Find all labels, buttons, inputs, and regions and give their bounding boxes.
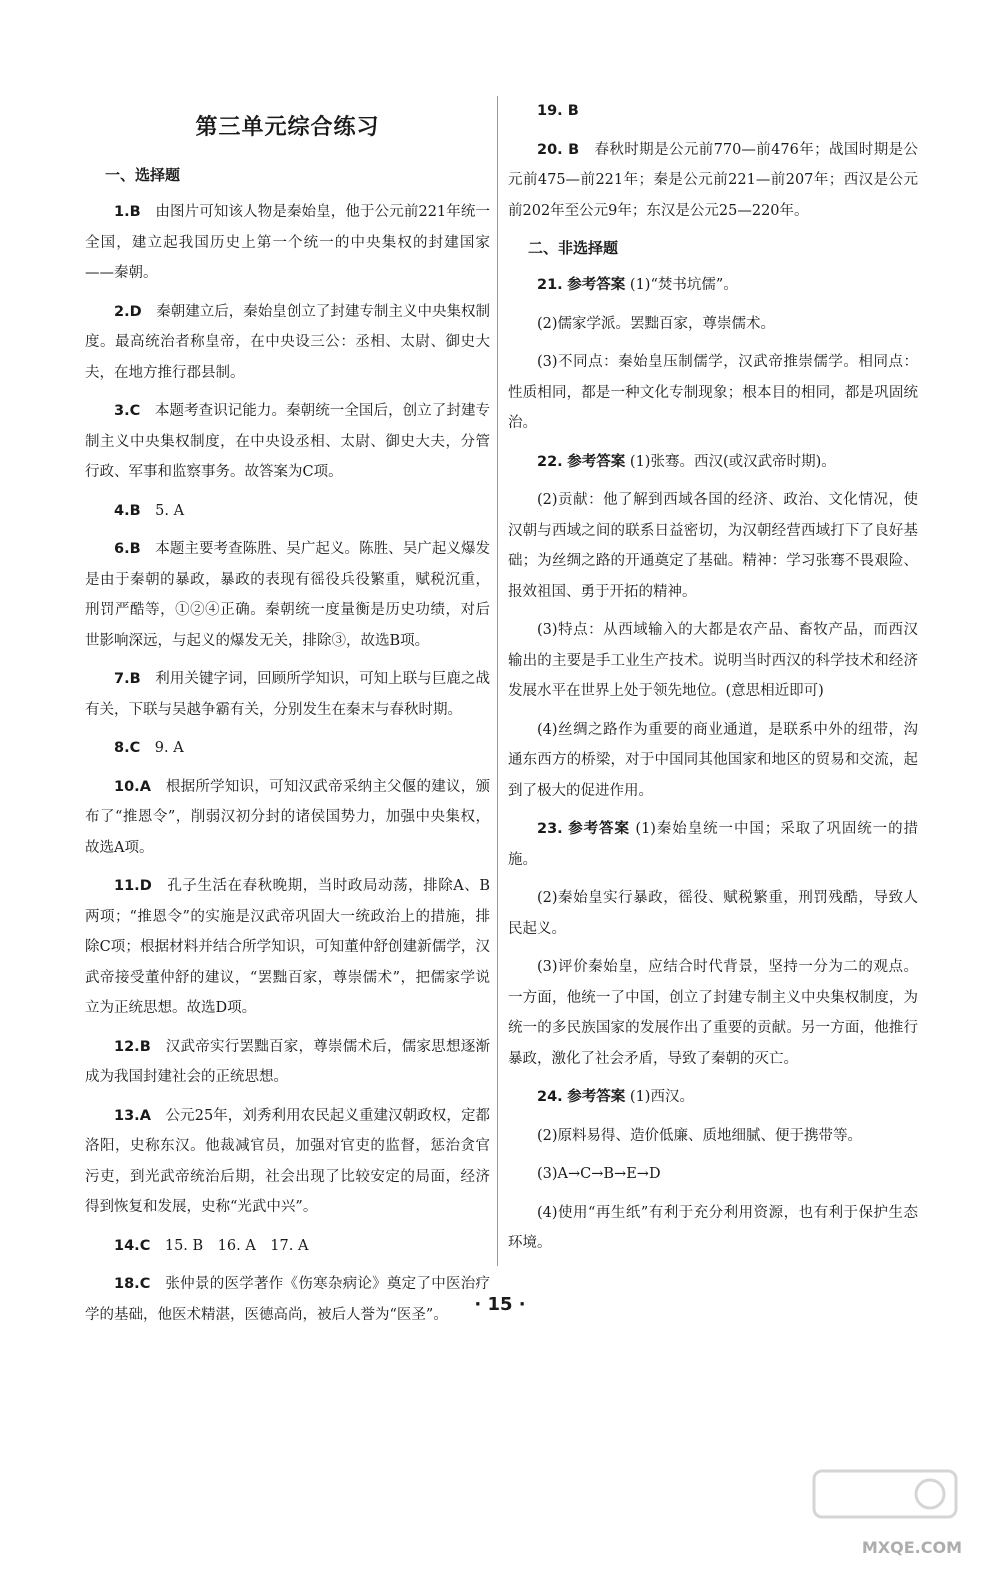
answer-explanation: 利用关键字词，回顾所学知识，可知上联与巨鹿之战有关，下联与吴越争霸有关，分别发生在秦末与春秋时期。: [85, 671, 491, 718]
watermark-text: MXQE.COM: [861, 1538, 962, 1557]
answer-letter: C: [129, 403, 141, 419]
answer-number: 12.: [114, 1038, 140, 1055]
answer-explanation: 秦朝建立后，秦始皇创立了封建专制主义中央集权制度。最高统治者称皇帝，在中央设三公：丞相、太尉、御史大夫，在地方推行郡县制。: [85, 303, 491, 381]
answer-letter: D: [129, 303, 142, 320]
answer-letter: C: [139, 1276, 151, 1292]
answer-20: 20. B 春秋时期是公元前770—前476年；战国时期是公元前475—前221年；秦是公元前221—前207年；西汉是公元前202年至公元9年；东汉是公元25—220年。: [508, 141, 918, 219]
answer-24-3: (3)A→C→B→E→D: [537, 1166, 661, 1182]
answer-letter: D: [139, 878, 152, 894]
answer-letter: B: [129, 204, 141, 220]
answer-list: [85, 197, 490, 1330]
answer-explanation: 汉武帝实行罢黜百家，尊崇儒术后，儒家思想逐渐成为我国封建社会的正统思想。: [85, 1038, 490, 1085]
answer-letter: A: [139, 778, 151, 795]
answer-explanation: 公元25年，刘秀利用农民起义重建汉朝政权，定都洛阳，史称东汉。他裁减官员，加强对官吏的监督，惩治贪官污吏，到光武帝统治后期，社会出现了比较安定的局面，经济得到恢复和发展，史称“光武中兴”。: [85, 1107, 491, 1215]
answer-number: 1.: [114, 204, 130, 220]
answer-item: [85, 197, 490, 289]
answer-item: [85, 534, 490, 656]
answer-22-1: 22. 参考答案 (1)张骞。西汉(或汉武帝时期)。: [537, 453, 836, 470]
answer-24-1: 24. 参考答案 (1)西汉。: [537, 1089, 694, 1105]
answer-letter: B: [129, 541, 141, 557]
answer-explanation: 9. A: [154, 740, 184, 756]
answer-23-3: (3)评价秦始皇，应结合时代背景，坚持一分为二的观点。一方面，他统一了中国，创立了封建专制主义中央集权制度，为统一的多民族国家的发展作出了重要的贡献。另一方面，他推行暴政，激化了社会矛盾，导致了秦朝的灭亡。: [508, 959, 918, 1067]
answer-22-3: (3)特点：从西域输入的大都是农产品、畜牧产品，而西汉输出的主要是手工业生产技术。说明当时西汉的科学技术和经济发展水平在世界上处于领先地位。(意思相近即可): [508, 622, 918, 699]
answer-item: [85, 1231, 490, 1262]
answer-number: 3.: [114, 403, 130, 419]
answer-24-4: (4)使用“再生纸”有利于充分利用资源，也有利于保护生态环境。: [508, 1204, 918, 1251]
answer-23-2: (2)秦始皇实行暴政，徭役、赋税繁重，刑罚残酷，导致人民起义。: [508, 890, 918, 937]
section-heading-nonchoice: 二、非选择题: [528, 239, 619, 257]
answer-item: [85, 1032, 490, 1093]
answer-item: [85, 297, 490, 389]
answer-number: 13.: [114, 1107, 140, 1124]
answer-explanation: 由图片可知该人物是秦始皇，他于公元前221年统一全国，建立起我国历史上第一个统一的中央集权的封建国家——秦朝。: [85, 204, 490, 281]
left-column: [85, 96, 490, 1338]
answer-21-3: (3)不同点：秦始皇压制儒学，汉武帝推崇儒学。相同点：性质相同，都是一种文化专制现象；根本目的相同，都是巩固统治。: [508, 354, 918, 431]
answer-number: 7.: [114, 671, 130, 687]
answer-number: 14.: [114, 1237, 140, 1254]
answer-explanation: 本题主要考查陈胜、吴广起义。陈胜、吴广起义爆发是由于秦朝的暴政，暴政的表现有徭役兵役繁重，赋税沉重，刑罚严酷等，①②④正确。秦朝统一度量衡是历史功绩，对后世影响深远，与起义的爆发无关，排除③，故选B项。: [85, 541, 491, 649]
answer-letter: B: [139, 1038, 151, 1055]
answer-number: 2.: [114, 303, 130, 320]
page-number: · 15 ·: [474, 1294, 526, 1315]
answer-number: 8.: [114, 740, 130, 756]
answer-number: 4.: [114, 502, 130, 519]
answer-explanation: 15. B 16. A 17. A: [164, 1237, 309, 1254]
answer-explanation: 张仲景的医学著作《伤寒杂病论》奠定了中医治疗学的基础，他医术精湛，医德高尚，被后人誉为“医圣”。: [85, 1276, 491, 1323]
answer-item: [85, 733, 490, 764]
answer-21-2: (2)儒家学派。罢黜百家，尊崇儒术。: [537, 315, 776, 332]
answer-letter: B: [129, 671, 141, 687]
answer-number: 18.: [114, 1276, 140, 1292]
answer-21-1: 21. 参考答案 (1)“焚书坑儒”。: [537, 277, 738, 293]
answer-explanation: 孔子生活在春秋晚期，当时政局动荡，排除A、B两项；“推恩令”的实施是汉武帝巩固大一统政治上的措施，排除C项；根据材料并结合所学知识，可知董仲舒创建新儒学，汉武帝接受董仲舒的建议，“罢黜百家，尊崇儒术”，把儒家学说立为正统思想。故选D项。: [85, 878, 490, 1016]
answer-letter: A: [139, 1107, 151, 1124]
answer-number: 11.: [114, 878, 140, 894]
column-divider: [497, 96, 498, 1266]
answer-item: [85, 1101, 490, 1223]
answer-explanation: 5. A: [155, 502, 185, 519]
answer-item: [85, 772, 490, 864]
answer-item: [85, 871, 490, 1024]
answer-letter: C: [139, 1237, 151, 1254]
answer-letter: B: [129, 502, 141, 519]
section-heading-choice: 一、选择题: [105, 166, 181, 184]
answer-explanation: 根据所学知识，可知汉武帝采纳主父偃的建议，颁布了“推恩令”，削弱汉初分封的诸侯国势力，加强中央集权，故选A项。: [85, 778, 491, 856]
answer-letter: C: [129, 740, 141, 756]
answer-number: 6.: [114, 541, 130, 557]
answer-explanation: 本题考查识记能力。秦朝统一全国后，创立了封建专制主义中央集权制度，在中央设丞相、太尉、御史大夫，分管行政、军事和监察事务。故答案为C项。: [85, 403, 491, 480]
answer-24-2: (2)原料易得、造价低廉、质地细腻、便于携带等。: [537, 1127, 863, 1144]
answer-item: [85, 664, 490, 725]
watermark-logo-icon: [810, 1465, 960, 1545]
answer-item: [85, 496, 490, 527]
page-title: 第三单元综合练习: [195, 115, 380, 140]
answer-19: 19. B: [537, 103, 579, 119]
answer-number: 10.: [114, 778, 140, 795]
answer-22-2: (2)贡献：他了解到西域各国的经济、政治、文化情况，使汉朝与西域之间的联系日益密切，为汉朝经营西域打下了良好基础；为丝绸之路的开通奠定了基础。精神：学习张骞不畏艰险、报效祖国、勇于开拓的精神。: [508, 492, 918, 600]
answer-23-1: 23. 参考答案 (1)秦始皇统一中国；采取了巩固统一的措施。: [508, 821, 919, 868]
right-column: [508, 96, 918, 1267]
answer-22-4: (4)丝绸之路作为重要的商业通道，是联系中外的纽带，沟通东西方的桥梁，对于中国同其他国家和地区的贸易和交流，起到了极大的促进作用。: [508, 721, 918, 799]
answer-item: [85, 396, 490, 488]
